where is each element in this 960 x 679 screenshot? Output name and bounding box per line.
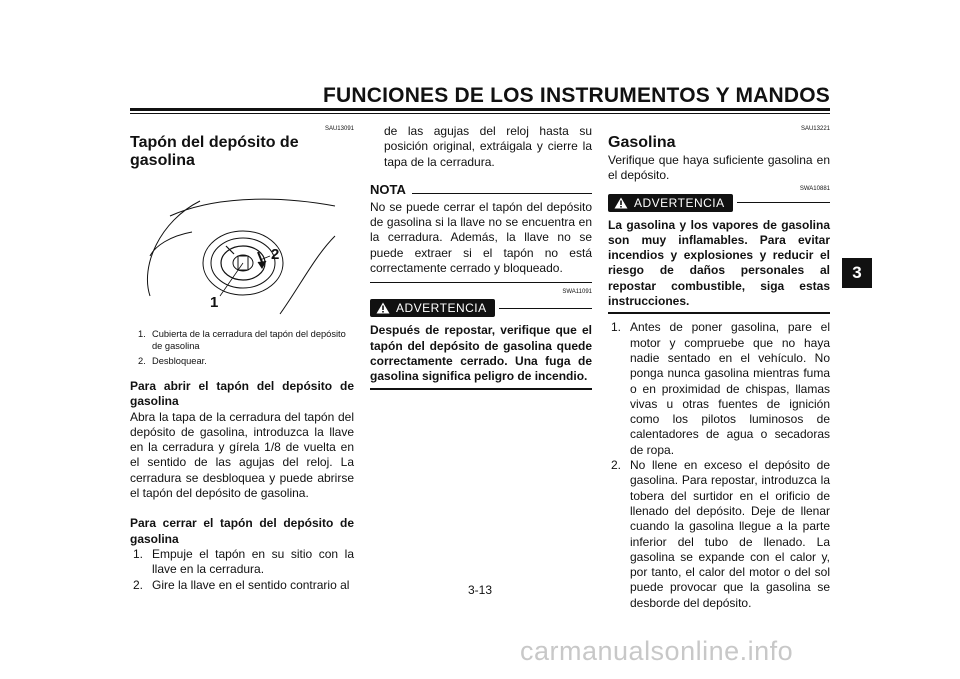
- figure-captions: [130, 328, 354, 367]
- close-cap-heading: Para cerrar el tapón del depósito de gasolina: [130, 516, 354, 546]
- section-title: Tapón del depósito de gasolina: [130, 134, 299, 169]
- section-code: SAU13221: [800, 126, 830, 132]
- warning-badge: ADVERTENCIA: [370, 299, 495, 317]
- warning-text: La gasolina y los vapores de gasolina son muy inflamables. Para evitar incendios y explosiones y reducir el riesgo de daños personales al repostar combustible, siga estas instrucciones.: [608, 217, 830, 309]
- gasoline-step: 1. Antes de poner gasolina, pare el motor y compruebe que no haya nadie sentado en el vehículo. No ponga nunca gasolina mientras fuma o en proximidad de chispas, llamas vivas u otras fuentes de ignición como los pilotos luminosos de calentadores de agua o secadoras de ropa.: [611, 320, 830, 457]
- warning-heading: [370, 299, 592, 317]
- section-title: Gasolina: [608, 134, 676, 151]
- caption-item: 1. Cubierta de la cerradura del tapón del depósito de gasolina: [138, 329, 346, 351]
- close-step: 2. Gire la llave en el sentido contrario al: [133, 577, 350, 592]
- note-end-rule: [370, 282, 592, 283]
- figure-callout-2: 2: [271, 246, 280, 263]
- page-header-title: FUNCIONES DE LOS INSTRUMENTOS Y MANDOS: [323, 84, 830, 107]
- continued-step-text: de las agujas del reloj hasta su posición original, extráigala y cierre la tapa de la cerradura.: [384, 124, 592, 169]
- warning-end-rule: [608, 312, 830, 314]
- warning-triangle-icon: [376, 302, 390, 314]
- note-text: No se puede cerrar el tapón del depósito de gasolina si la llave no se encuentra en la cerradura. Además, la llave no se puede extraer si el tapón no está correctamente cerrado y bloqueado.: [370, 199, 592, 276]
- close-step: 1. Empuje el tapón en su sitio con la llave en la cerradura.: [133, 546, 354, 577]
- warning-end-rule: [370, 388, 592, 390]
- caption-item: 2. Desbloquear.: [138, 356, 207, 366]
- open-cap-heading: Para abrir el tapón del depósito de gasolina: [130, 379, 354, 409]
- gasoline-intro: Verifique que haya suficiente gasolina en el depósito.: [608, 153, 830, 183]
- header-rule: [130, 108, 830, 111]
- fuel-cap-figure: [130, 176, 354, 326]
- header-rule-thin: [130, 113, 830, 114]
- column-1: [130, 126, 354, 593]
- open-cap-text: Abra la tapa de la cerradura del tapón del depósito de gasolina, introduzca la llave en la cerradura y gírela 1/8 de vuelta en el sentido de las agujas del reloj. La cerradura se desbloquea y puede abrirse el tapón del depósito de gasolina.: [130, 409, 354, 501]
- warning-text: Después de repostar, verifique que el tapón del depósito de gasolina quede correctamente cerrado. Una fuga de gasolina significa peligro de incendio.: [370, 323, 592, 384]
- fuel-cap-illustration: [130, 176, 354, 326]
- figure-callout-1: 1: [210, 294, 219, 311]
- section-code: SAU13091: [324, 126, 354, 132]
- column-2: [370, 124, 592, 390]
- column-3: [608, 126, 830, 611]
- warning-code: SWA10881: [799, 185, 830, 192]
- page-number: 3-13: [467, 583, 493, 597]
- warning-triangle-icon: [614, 197, 628, 209]
- warning-heading: [608, 194, 830, 212]
- warning-code: SWA11091: [562, 289, 592, 296]
- chapter-tab[interactable]: 3: [842, 258, 872, 288]
- gasoline-step: 2. No llene en exceso el depósito de gasolina. Para repostar, introduzca la tobera del surtidor en el orificio de llenado del depósito. Deje de llenar cuando la gasolina llegue a la parte inferior del tubo de llenado. La gasolina se expande con el calor y, por tanto, el calor del motor o del sol puede provocar que la gasolina se desborde del depósito.: [611, 458, 830, 610]
- note-heading: NOTA: [370, 182, 592, 197]
- warning-badge: ADVERTENCIA: [608, 194, 733, 212]
- watermark: carmanualsonline.info: [520, 636, 794, 666]
